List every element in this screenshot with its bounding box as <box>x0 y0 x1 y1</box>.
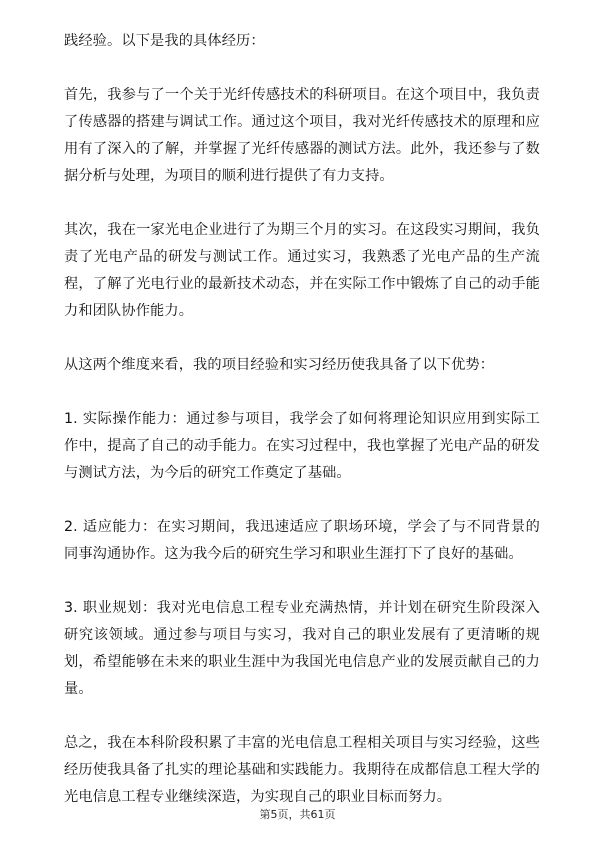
paragraph-research-project: 首先，我参与了一个关于光纤传感技术的科研项目。在这个项目中，我负责了传感器的搭建与调试工作。通过这个项目，我对光纤传感技术的原理和应用有了深入的了解，并掌握了光纤传感器的测试方法。此外，我还参与了数据分析与处理，为项目的顺利进行提供了有力支持。 <box>64 87 540 184</box>
paragraph-spacer <box>64 487 540 514</box>
document-body <box>64 28 540 811</box>
paragraph-advantages-intro: 从这两个维度来看，我的项目经验和实习经历使我具备了以下优势： <box>64 357 495 373</box>
page-number-footer: 第5页，共61页 <box>259 808 336 821</box>
paragraph-point-practical-ability: 1. 实际操作能力：通过参与项目，我学会了如何将理论知识应用到实际工作中，提高了自己的动手能力。在实习过程中，我也掌握了光电产品的研发与测试方法，为今后的研究工作奠定了基础。 <box>64 411 540 481</box>
paragraph-point-adaptability: 2. 适应能力：在实习期间，我迅速适应了职场环境，学会了与不同背景的同事沟通协作。这为我今后的研究生学习和职业生涯打下了良好的基础。 <box>64 519 540 562</box>
paragraph-spacer <box>64 379 540 406</box>
paragraph-intro: 践经验。以下是我的具体经历： <box>64 33 265 49</box>
paragraph-spacer <box>64 325 540 352</box>
paragraph-conclusion: 总之，我在本科阶段积累了丰富的光电信息工程相关项目与实习经验，这些经历使我具备了扎实的理论基础和实践能力。我期待在成都信息工程大学的光电信息工程专业继续深造，为实现自己的职业目标而努力。 <box>64 735 540 805</box>
paragraph-point-career-planning: 3. 职业规划：我对光电信息工程专业充满热情，并计划在研究生阶段深入研究该领域。通过参与项目与实习，我对自己的职业发展有了更清晰的规划，希望能够在未来的职业生涯中为我国光电信息产业的发展贡献自己的力量。 <box>64 600 540 697</box>
paragraph-spacer <box>64 190 540 217</box>
paragraph-spacer <box>64 703 540 730</box>
paragraph-internship: 其次，我在一家光电企业进行了为期三个月的实习。在这段实习期间，我负责了光电产品的研发与测试工作。通过实习，我熟悉了光电产品的生产流程，了解了光电行业的最新技术动态，并在实际工作中锻炼了自己的动手能力和团队协作能力。 <box>64 222 540 319</box>
paragraph-spacer <box>64 55 540 82</box>
paragraph-spacer <box>64 568 540 595</box>
